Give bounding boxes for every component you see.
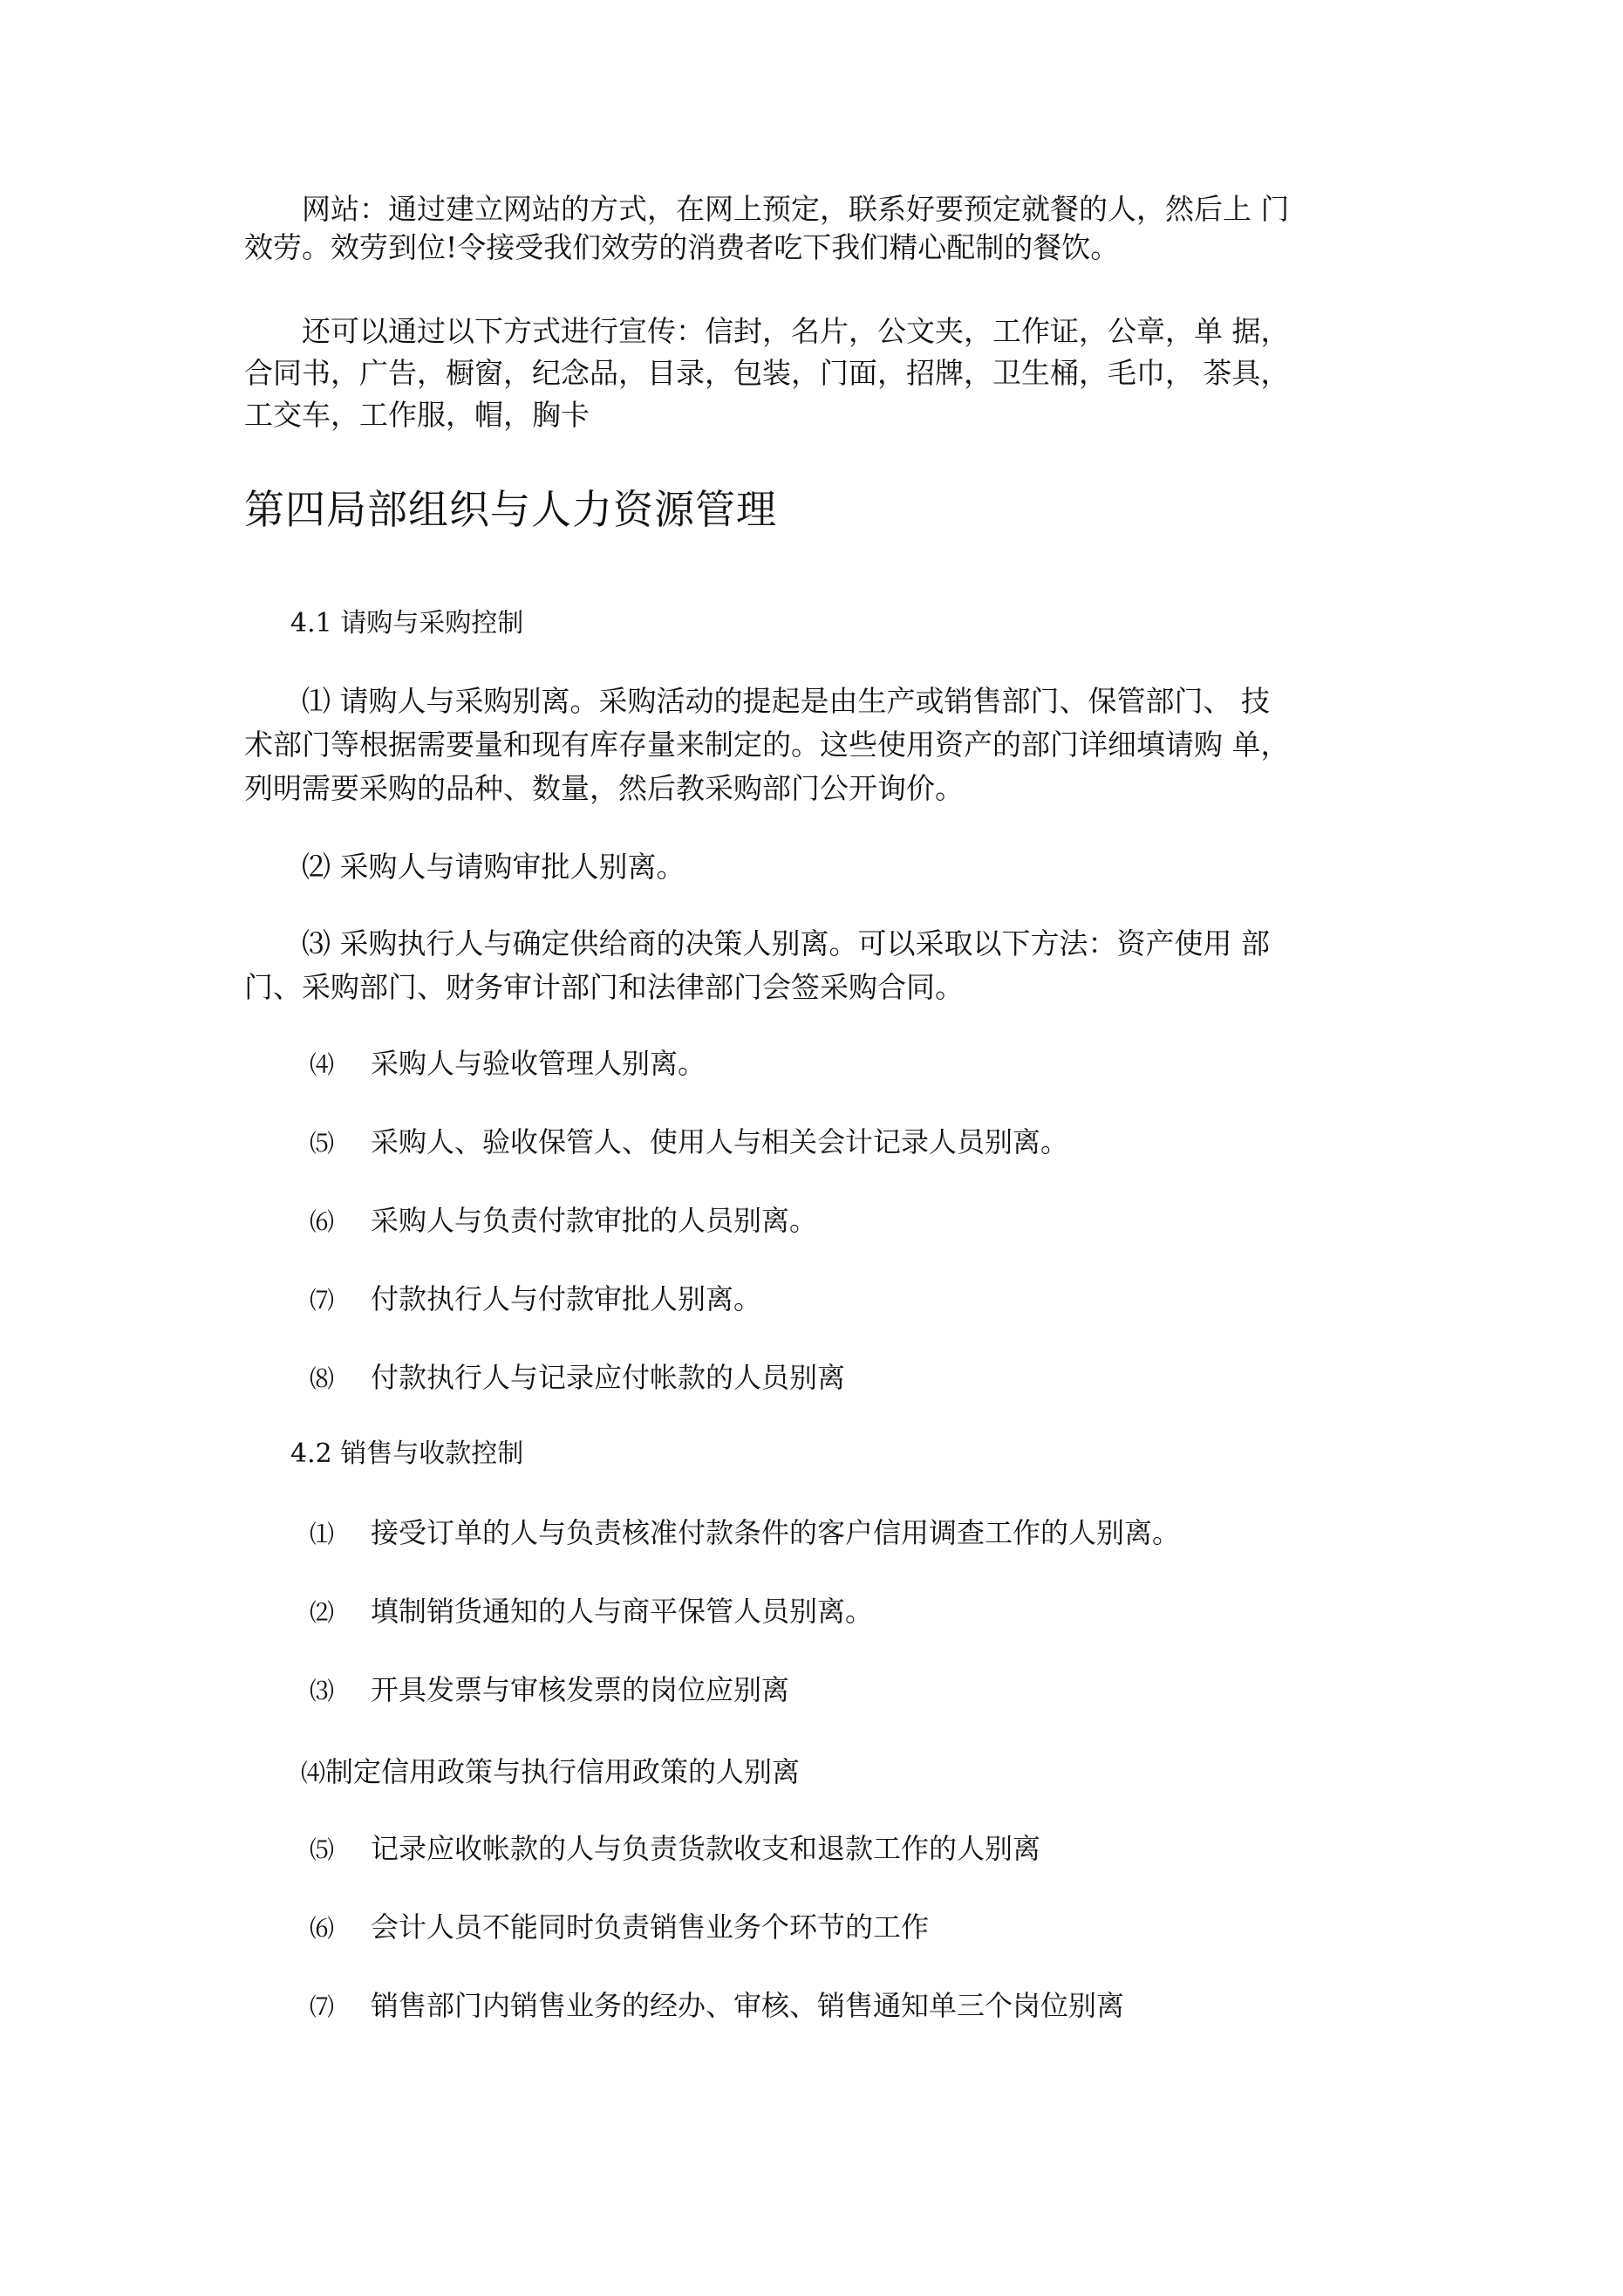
section-1-item-1-line-3: 列明需要采购的品种、数量，然后教采购部门公开询价。 xyxy=(244,771,964,805)
section-1-item-3-line-2: 门、采购部门、财务审计部门和法律部门会签采购合同。 xyxy=(244,970,964,1004)
section-1-item-2: ⑵ 采购人与请购审批人别离。 xyxy=(244,850,685,884)
section-2-item-7 xyxy=(310,1984,1124,2029)
item-text: 采购人、验收保管人、使用人与相关会计记录人员别离。 xyxy=(371,1125,1069,1158)
intro-paragraph-1-line-1: 网站：通过建立网站的方式，在网上预定，联系好要预定就餐的人，然后上 门 xyxy=(244,192,1290,226)
intro-paragraph-2-line-3: 工交车，工作服，帽，胸卡 xyxy=(244,398,590,432)
section-2-title: 4.2 销售与收款控制 xyxy=(290,1438,524,1469)
item-text: 付款执行人与付款审批人别离。 xyxy=(371,1282,762,1315)
item-number: ⑵ xyxy=(310,1598,335,1627)
intro-paragraph-1-line-2: 效劳。效劳到位!令接受我们效劳的消费者吃下我们精心配制的餐饮。 xyxy=(244,230,1120,264)
item-number: ⑺ xyxy=(310,1286,335,1315)
item-number: ⑺ xyxy=(310,1992,335,2021)
item-number: ⑸ xyxy=(310,1835,335,1864)
item-text: 开具发票与审核发票的岗位应别离 xyxy=(371,1673,790,1706)
section-1-item-3-line-1: ⑶ 采购执行人与确定供给商的决策人别离。可以采取以下方法：资产使用 部 xyxy=(244,926,1270,960)
item-text: 付款执行人与记录应付帐款的人员别离 xyxy=(371,1361,846,1394)
item-number: ⑴ xyxy=(310,1520,335,1548)
item-text: 会计人员不能同时负责销售业务个环节的工作 xyxy=(371,1910,930,1944)
item-number: ⑻ xyxy=(310,1364,335,1393)
section-2-item-1 xyxy=(310,1511,1180,1556)
item-text: 采购人与验收管理人别离。 xyxy=(371,1047,706,1080)
section-1-item-1-line-1: ⑴ 请购人与采购别离。采购活动的提起是由生产或销售部门、保管部门、 技 xyxy=(244,684,1270,718)
section-2-item-2 xyxy=(310,1589,873,1635)
section-2-item-4 xyxy=(301,1750,800,1795)
item-text: 填制销货通知的人与商平保管人员别离。 xyxy=(371,1595,874,1628)
section-1-item-4 xyxy=(310,1042,706,1087)
section-1-item-8 xyxy=(310,1356,845,1401)
item-text: 采购人与负责付款审批的人员别离。 xyxy=(371,1204,818,1237)
chapter-title: 第四局部组织与人力资源管理 xyxy=(244,486,777,533)
section-1-item-6 xyxy=(310,1199,817,1244)
section-1-item-7 xyxy=(310,1277,761,1322)
section-1-item-5 xyxy=(310,1120,1068,1165)
item-number: ⑸ xyxy=(310,1129,335,1158)
item-number: ⑹ xyxy=(310,1207,335,1236)
section-1-title: 4.1 请购与采购控制 xyxy=(290,608,524,639)
item-text: 记录应收帐款的人与负责货款收支和退款工作的人别离 xyxy=(371,1832,1041,1865)
item-number: ⑹ xyxy=(310,1914,335,1943)
section-2-item-3 xyxy=(310,1668,789,1713)
section-2-item-5 xyxy=(310,1827,1040,1872)
item-number: ⑷ xyxy=(301,1759,326,1787)
section-2-item-6 xyxy=(310,1905,929,1951)
section-1-item-1-line-2: 术部门等根据需要量和现有库存量来制定的。这些使用资产的部门详细填请购 单， xyxy=(244,728,1290,762)
item-text: 制定信用政策与执行信用政策的人别离 xyxy=(325,1755,801,1788)
item-number: ⑶ xyxy=(310,1677,335,1705)
item-number: ⑷ xyxy=(310,1050,335,1079)
item-text: 销售部门内销售业务的经办、审核、销售通知单三个岗位别离 xyxy=(371,1989,1125,2022)
intro-paragraph-2-line-2: 合同书，广告，橱窗，纪念品，目录，包装，门面，招牌，卫生桶，毛巾， 茶具， xyxy=(244,356,1290,390)
intro-paragraph-2-line-1: 还可以通过以下方式进行宣传：信封，名片，公文夹，工作证，公章，单 据， xyxy=(244,314,1290,348)
item-text: 接受订单的人与负责核准付款条件的客户信用调查工作的人别离。 xyxy=(371,1516,1181,1549)
